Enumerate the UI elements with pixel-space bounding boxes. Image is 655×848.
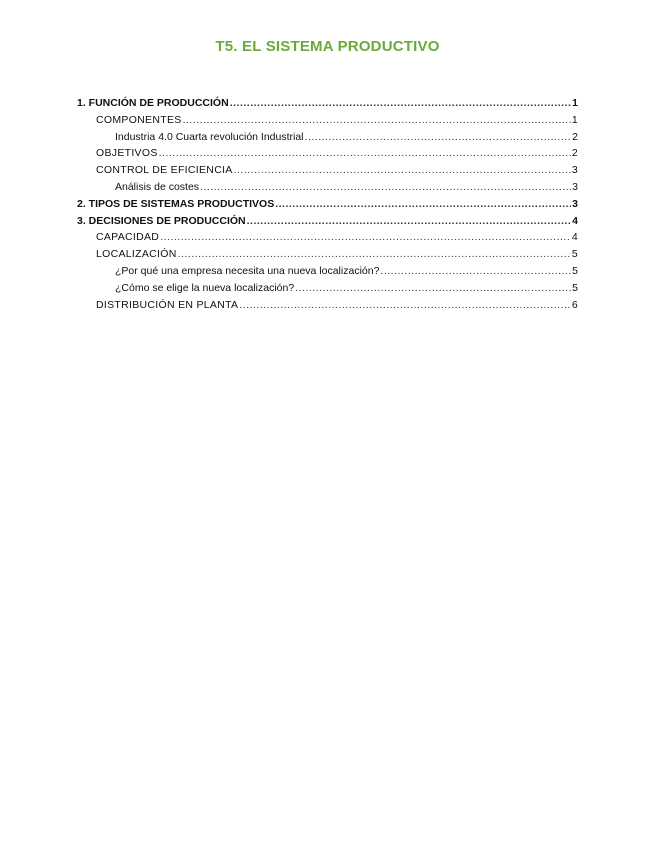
toc-entry[interactable] [77,263,578,280]
toc-entry-text: 2. TIPOS DE SISTEMAS PRODUCTIVOS [77,197,275,210]
toc-entry[interactable] [77,246,578,263]
toc-entry-text: LOCALIZACIÓN [96,248,177,261]
toc-entry[interactable] [77,145,578,162]
toc-dot-leader [380,263,571,280]
toc-dot-leader [295,280,571,297]
toc-entry[interactable] [77,196,578,213]
toc-dot-leader [200,179,571,196]
toc-dot-leader [239,297,571,314]
toc-page-number: 5 [572,281,578,294]
toc-entry-text: COMPONENTES [96,113,182,126]
toc-dot-leader [159,145,571,162]
toc-page-number: 3 [572,180,578,193]
toc-page-number: 4 [572,214,578,227]
toc-page-number: 2 [572,130,578,143]
toc-dot-leader [275,196,571,213]
toc-entry-text: CAPACIDAD [96,231,160,244]
toc-entry[interactable] [77,162,578,179]
toc-entry[interactable] [77,297,578,314]
toc-entry-text: 1. FUNCIÓN DE PRODUCCIÓN [77,97,229,109]
toc-dot-leader [160,229,571,246]
toc-entry-text: DISTRIBUCIÓN EN PLANTA [96,298,239,311]
toc-dot-leader [247,213,572,230]
toc-entry-text: OBJETIVOS [96,147,158,160]
toc-entry[interactable] [77,95,578,112]
toc-entry[interactable] [77,129,578,146]
toc-dot-leader [183,112,571,129]
toc-page-number: 3 [571,164,578,177]
toc-entry-text: CONTROL DE EFICIENCIA [96,164,233,177]
toc-entry-text: ¿Cómo se elige la nueva localización? [115,281,295,294]
toc-dot-leader [230,95,571,112]
toc-entry[interactable] [77,280,578,297]
toc-dot-leader [305,129,572,146]
toc-dot-leader [234,162,571,179]
toc-entry-text: Industria 4.0 Cuarta revolución Industrial [115,130,304,143]
toc-entry-text: Análisis de costes [115,180,200,193]
toc-entry-text: ¿Por qué una empresa necesita una nueva localización? [115,264,380,277]
toc-entry[interactable] [77,112,578,129]
toc-entry-text: 3. DECISIONES DE PRODUCCIÓN [77,214,246,227]
toc-page-number: 6 [571,298,578,311]
toc-entry[interactable] [77,213,578,230]
toc-page-number: 1 [571,113,578,126]
toc-page-number: 1 [572,97,578,109]
toc-page-number: 5 [572,264,578,277]
toc-entry[interactable] [77,179,578,196]
toc-entry[interactable] [77,229,578,246]
toc-dot-leader [178,246,571,263]
toc-page-number: 5 [571,248,578,261]
table-of-contents [77,95,578,313]
toc-page-number: 4 [571,231,578,244]
toc-page-number: 3 [572,197,578,210]
document-title: T5. EL SISTEMA PRODUCTIVO [215,38,440,55]
toc-page-number: 2 [571,147,578,160]
